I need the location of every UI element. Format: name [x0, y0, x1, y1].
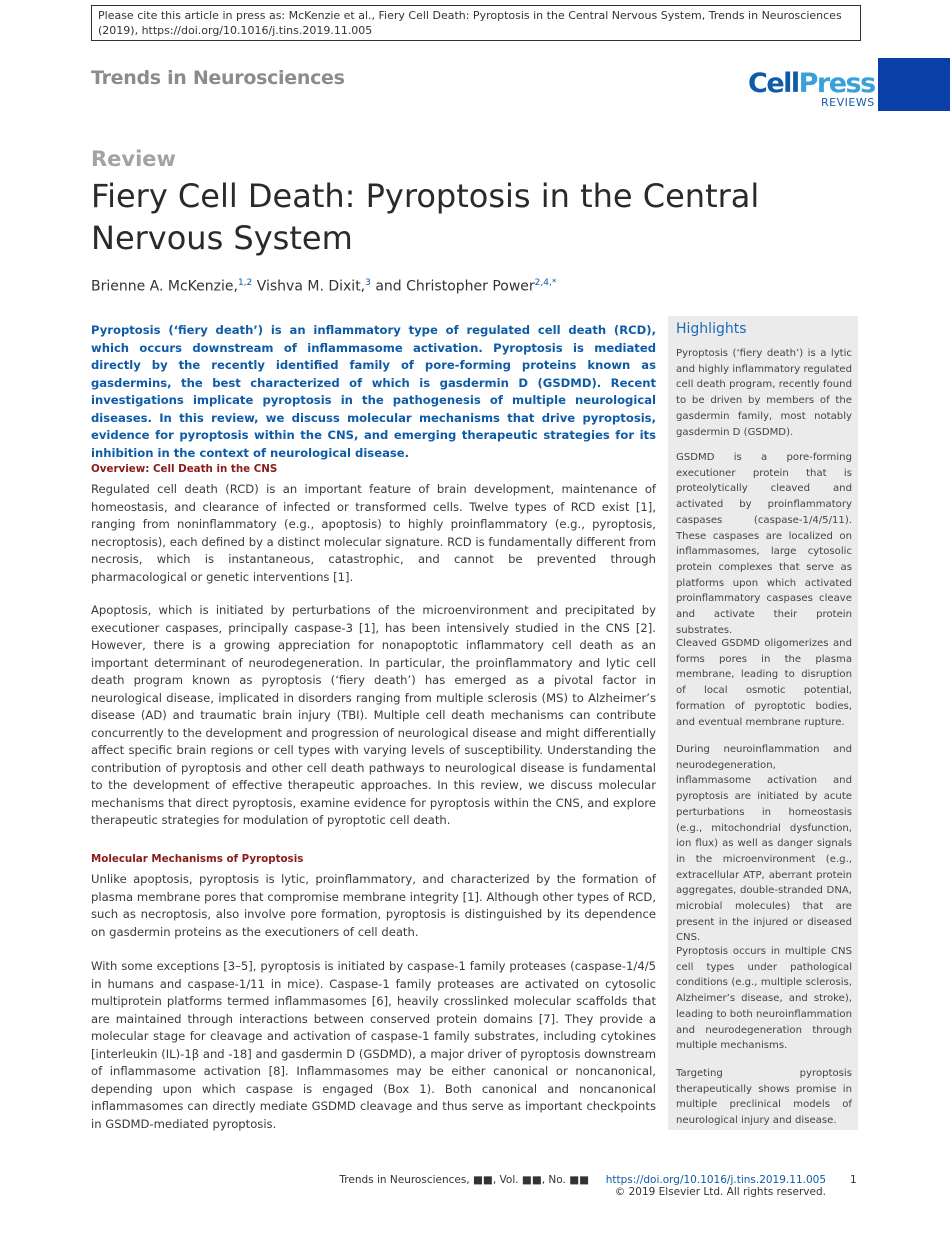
citation-text: Please cite this article in press as: McKenzie et al., Fiery Cell Death: Pyroptosis in the Central Nervous System, Trends in Neurosciences (2019), https://doi.org/10.1016/j.tins.2019.11.005 — [98, 9, 842, 37]
section-heading-mechanisms: Molecular Mechanisms of Pyroptosis — [91, 853, 304, 865]
highlights-title: Highlights — [676, 321, 747, 337]
cellpress-logo[interactable] — [748, 70, 875, 109]
highlight-item: Pyroptosis occurs in multiple CNS cell types under pathological conditions (e.g., multiple sclerosis, Alzheimer’s disease, and stroke), leading to both neuroinflammation and neurodegeneration through multiple mechanisms. — [676, 946, 852, 1052]
logo-cell-text: Cell — [748, 68, 799, 99]
page-number: 1 — [850, 1174, 857, 1186]
author-affiliation[interactable]: 3 — [365, 278, 371, 288]
body-paragraph: With some exceptions [3–5], pyroptosis is initiated by caspase-1 family proteases (caspase-1/4/5 in humans and caspase-1/11 in mice). Caspase-1 family proteases are activated on cytosolic multiprotein platforms termed inflammasomes [6], heavily crosslinked molecular scaffolds that are maintained through interactions between conserved protein domains [7]. They provide a molecular stage for cleavage and activation of caspase-1 family substrates, including cytokines [interleukin (IL)-1β and -18] and gasdermin D (GSDMD), a major driver of pyroptosis downstream of inflammasome activation [8]. Inflammasomes may be either canonical or noncanonical, depending upon which caspase is engaged (Box 1). Both canonical and noncanonical inflammasomes can directly mediate GSDMD cleavage and thus serve as important checkpoints in GSDMD-mediated pyroptosis. — [91, 959, 656, 1131]
journal-name: Trends in Neurosciences — [91, 67, 345, 89]
highlight-item: GSDMD is a pore-forming executioner protein that is proteolytically cleaved and activated by proinflammatory caspases (caspase-1/4/5/11). These caspases are localized on inflammasomes, large cytosolic protein complexes that serve as platforms upon which activated proinflammatory caspases cleave and activate their protein substrates. — [676, 452, 852, 636]
body-paragraph: Unlike apoptosis, pyroptosis is lytic, proinflammatory, and characterized by the formation of plasma membrane pores that compromise membrane integrity [1]. Although other types of RCD, such as necroptosis, also involve pore formation, pyroptosis is distinguished by its dependence on gasdermin proteins as the executioners of cell death. — [91, 872, 656, 939]
section-heading-overview: Overview: Cell Death in the CNS — [91, 463, 278, 475]
article-title: Fiery Cell Death: Pyroptosis in the Central Nervous System — [91, 177, 760, 257]
highlight-item: During neuroinflammation and neurodegeneration, inflammasome activation and pyroptosis are initiated by acute perturbations in homeostasis (e.g., mitochondrial dysfunction, ion flux) as well as danger signals in the microenvironment (e.g., extracellular ATP, aberrant protein aggregates, double-stranded DNA, microbial molecules) that are present in the injured or diseased CNS. — [676, 744, 852, 944]
abstract: Pyroptosis (‘fiery death’) is an inflammatory type of regulated cell death (RCD), which occurs downstream of inflammasome activation. Pyroptosis is mediated directly by the recently identified family of pore-forming proteins known as gasdermins, the best characterized of which is gasdermin D (GSDMD). Recent investigations implicate pyroptosis in the pathogenesis of multiple neurological diseases. In this review, we discuss molecular mechanisms that drive pyroptosis, evidence for pyroptosis within the CNS, and emerging therapeutic strategies for its inhibition in the context of neurological disease. — [91, 323, 656, 460]
body-paragraph: Regulated cell death (RCD) is an important feature of brain development, maintenance of homeostasis, and clearance of infected or transformed cells. Twelve types of RCD exist [1], ranging from noninflammatory (e.g., apoptosis) to highly proinflammatory (e.g., pyroptosis, necroptosis), each defined by a distinct molecular signature. RCD is fundamentally different from necrosis, which is instantaneous, catastrophic, and cannot be prevented through pharmacological or genetic interventions [1]. — [91, 482, 656, 584]
logo-press-text: Press — [798, 68, 875, 99]
author-affiliation[interactable]: 2,4,* — [534, 278, 557, 288]
author-name[interactable]: and Christopher Power — [370, 278, 535, 295]
highlight-item: Cleaved GSDMD oligomerizes and forms pores in the plasma membrane, leading to disruption of local osmotic potential, formation of pyroptotic bodies, and eventual membrane rupture. — [676, 638, 852, 728]
author-name[interactable]: Vishva M. Dixit, — [252, 278, 366, 295]
footer-issue: Trends in Neurosciences, ■■, Vol. ■■, No. ■■ — [339, 1174, 590, 1186]
footer-journal-info — [0, 1174, 826, 1186]
article-type: Review — [91, 147, 176, 171]
author-list — [91, 278, 556, 295]
highlight-item: Pyroptosis (‘fiery death’) is a lytic and highly inflammatory regulated cell death program, recently found to be driven by members of the gasdermin family, most notably gasdermin D (GSDMD). — [676, 348, 852, 438]
highlight-item: Targeting pyroptosis therapeutically shows promise in multiple preclinical models of neurological injury and disease. — [676, 1068, 852, 1127]
journal-color-tab — [878, 58, 950, 111]
doi-link[interactable]: https://doi.org/10.1016/j.tins.2019.11.005 — [605, 1174, 826, 1186]
body-paragraph: Apoptosis, which is initiated by perturbations of the microenvironment and precipitated by executioner caspases, principally caspase-3 [1], has been intensively studied in the CNS [2]. However, there is a growing appreciation for nonapoptotic inflammatory cell death as an important determinant of neurodegeneration. In particular, the proinflammatory and lytic cell death program known as pyroptosis (‘fiery death’) has emerged as a pivotal factor in neurological disease, implicated in disorders ranging from multiple sclerosis (MS) to Alzheimer’s disease (AD) and traumatic brain injury (TBI). Multiple cell death mechanisms can contribute concurrently to the development and progression of neurological disease and might differentially affect specific brain regions or cell types with varying levels of susceptibility. Understanding the contribution of pyroptosis and other cell death pathways to neurological disease is fundamental to the development of effective therapeutic approaches. In this review, we discuss molecular mechanisms that direct pyroptosis, examine evidence for pyroptosis within the CNS, and explore therapeutic strategies for modulation of pyroptotic cell death. — [91, 603, 656, 827]
copyright: © 2019 Elsevier Ltd. All rights reserved. — [614, 1186, 826, 1198]
citation-box — [91, 5, 861, 41]
author-affiliation[interactable]: 1,2 — [237, 278, 253, 288]
logo-sub-text: REVIEWS — [821, 96, 875, 109]
author-name[interactable]: Brienne A. McKenzie, — [91, 278, 238, 295]
